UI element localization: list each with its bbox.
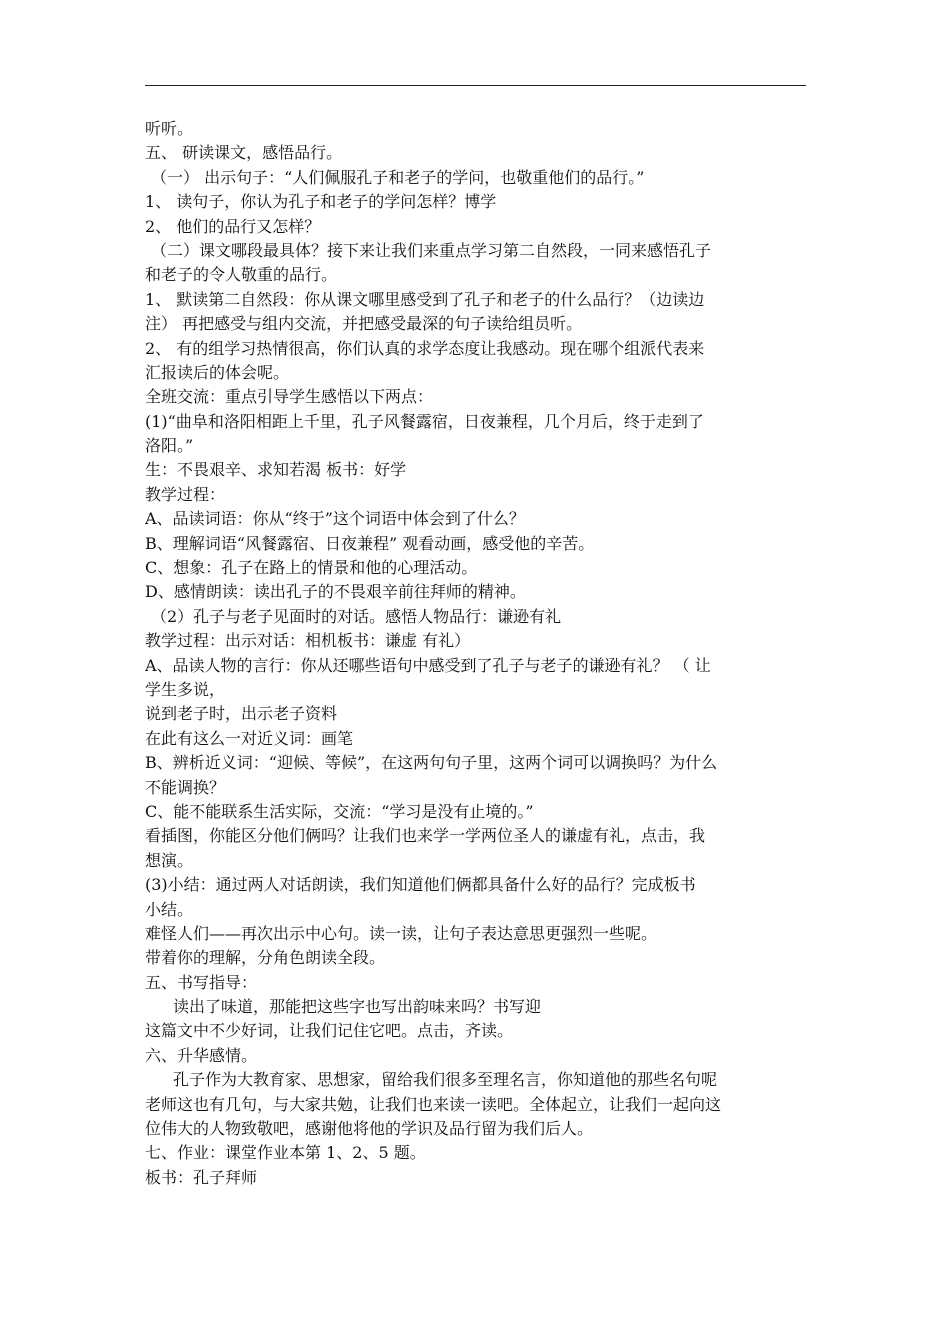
text-line: 五、 研读课文，感悟品行。 <box>145 143 343 163</box>
text-line: B、理解词语“风餐露宿、日夜兼程” 观看动画，感受他的辛苦。 <box>145 533 595 553</box>
text-line: 1、 默读第二自然段：你从课文哪里感受到了孔子和老子的什么品行？（边读边 <box>145 289 705 309</box>
text-line: 生：不畏艰辛、求知若渴 板书：好学 <box>145 460 407 480</box>
text-line: 2、 他们的品行又怎样？ <box>145 216 321 236</box>
text-line: 洛阳。” <box>145 436 194 456</box>
text-line: 1、 读句子，你认为孔子和老子的学问怎样？博学 <box>145 192 497 212</box>
text-line: 难怪人们——再次出示中心句。读一读，让句子表达意思更强烈一些呢。 <box>145 923 658 943</box>
text-line: 2、 有的组学习热情很高，你们认真的求学态度让我感动。现在哪个组派代表来 <box>145 338 705 358</box>
text-line: （一） 出示句子：“人们佩服孔子和老子的学问，也敬重他们的品行。” <box>151 167 645 187</box>
text-line: 小结。 <box>145 899 194 919</box>
text-line: 七、作业：课堂作业本第 1、2、5 题。 <box>145 1143 426 1163</box>
text-line: A、品读人物的言行：你从还哪些语句中感受到了孔子与老子的谦逊有礼？ （ 让 <box>145 655 711 675</box>
text-line: 注） 再把感受与组内交流，并把感受最深的句子读给组员听。 <box>145 314 583 334</box>
text-line: 带着你的理解，分角色朗读全段。 <box>145 948 386 968</box>
text-line: 和老子的令人敬重的品行。 <box>145 265 338 285</box>
text-line: A、品读词语：你从“终于”这个词语中体会到了什么？ <box>145 509 525 529</box>
text-line: 不能调换？ <box>145 777 226 797</box>
text-line: （二）课文哪段最具体？接下来让我们来重点学习第二自然段，一同来感悟孔子 <box>151 240 712 260</box>
text-line: 在此有这么一对近义词：画笔 <box>145 728 354 748</box>
text-line: 位伟大的人物致敬吧，感谢他将他的学识及品行留为我们后人。 <box>145 1119 594 1139</box>
text-line: 老师这也有几句，与大家共勉，让我们也来读一读吧。全体起立，让我们一起向这 <box>145 1094 722 1114</box>
text-line: (1)“曲阜和洛阳相距上千里，孔子风餐露宿，日夜兼程，几个月后，终于走到了 <box>145 411 704 431</box>
text-line: 孔子作为大教育家、思想家，留给我们很多至理名言，你知道他的那些名句呢 <box>173 1070 718 1090</box>
text-line: 学生多说， <box>145 679 226 699</box>
text-line: 教学过程： <box>145 484 226 504</box>
text-line: 全班交流：重点引导学生感悟以下两点： <box>145 387 434 407</box>
text-line: 想演。 <box>145 850 194 870</box>
document-body <box>145 117 810 1190</box>
text-line: （2）孔子与老子见面时的对话。感悟人物品行：谦逊有礼 <box>151 606 562 626</box>
text-line: 板书：孔子拜师 <box>145 1167 258 1187</box>
text-line: C、想象：孔子在路上的情景和他的心理活动。 <box>145 558 478 578</box>
text-line: 教学过程：出示对话：相机板书：谦虚 有礼） <box>145 631 471 651</box>
text-line: 读出了味道，那能把这些字也写出韵味来吗？书写迎 <box>173 997 542 1017</box>
text-line: C、能不能联系生活实际，交流：“学习是没有止境的。” <box>145 801 534 821</box>
text-line: 看插图，你能区分他们俩吗？让我们也来学一学两位圣人的谦虚有礼，点击，我 <box>145 826 706 846</box>
text-line: 说到老子时，出示老子资料 <box>145 704 338 724</box>
text-line: 这篇文中不少好词，让我们记住它吧。点击，齐读。 <box>145 1021 514 1041</box>
text-line: (3)小结：通过两人对话朗读，我们知道他们俩都具备什么好的品行？完成板书 <box>145 875 696 895</box>
text-line: 五、书写指导： <box>145 972 258 992</box>
text-line: D、感情朗读：读出孔子的不畏艰辛前往拜师的精神。 <box>145 582 526 602</box>
header-rule <box>145 85 806 86</box>
text-line: 六、升华感情。 <box>145 1045 258 1065</box>
text-line: 汇报读后的体会呢。 <box>145 362 290 382</box>
text-line: 听听。 <box>145 119 194 138</box>
text-line: B、辨析近义词：“迎候、等候”，在这两句句子里，这两个词可以调换吗？为什么 <box>145 753 718 773</box>
